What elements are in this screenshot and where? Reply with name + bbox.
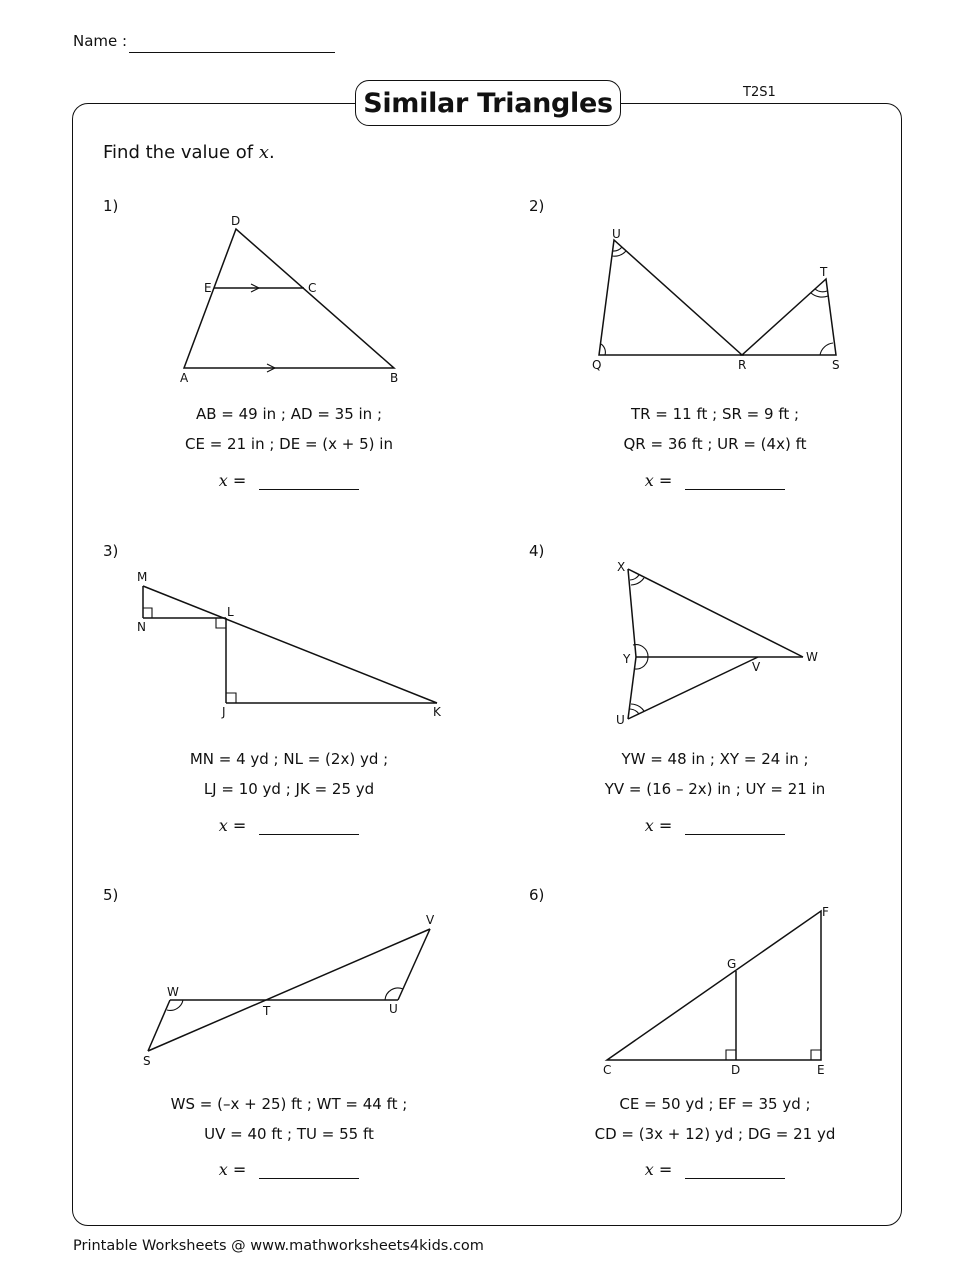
instruction-period: . — [268, 142, 275, 163]
problem-1-number: 1) — [103, 197, 119, 215]
problem-6-given — [525, 1094, 905, 1144]
vertex-label-k: K — [433, 705, 441, 719]
vertex-label-w: W — [167, 985, 179, 999]
given-line: WS = (–x + 25) ft ; WT = 44 ft ; — [170, 1095, 408, 1113]
answer-equals: = — [232, 1160, 247, 1179]
vertex-label-u: U — [612, 227, 621, 241]
vertex-label-f: F — [822, 905, 829, 919]
vertex-label-v: V — [426, 913, 435, 927]
name-label: Name : — [73, 32, 128, 50]
answer-equals: = — [658, 1160, 673, 1179]
vertex-label-w: W — [806, 650, 818, 664]
problem-3-number: 3) — [103, 542, 119, 560]
given-line: CE = 50 yd ; EF = 35 yd ; — [619, 1095, 811, 1113]
vertex-label-u: U — [616, 713, 625, 727]
answer-variable: x — [218, 471, 228, 490]
vertex-label-y: Y — [623, 652, 631, 666]
worksheet-code: T2S1 — [743, 85, 776, 100]
problem-6-answer — [525, 1160, 905, 1179]
vertex-label-n: N — [137, 620, 146, 634]
answer-variable: x — [218, 816, 228, 835]
right-angle-e — [811, 1050, 821, 1060]
given-line: LJ = 10 yd ; JK = 25 yd — [203, 780, 375, 798]
vertex-label-j: J — [222, 705, 226, 719]
given-line: YW = 48 in ; XY = 24 in ; — [621, 750, 809, 768]
triangle-cef — [607, 911, 821, 1060]
vertex-label-c: C — [308, 281, 317, 295]
given-line: CE = 21 in ; DE = (x + 5) in — [185, 435, 393, 453]
vertex-label-g: G — [727, 957, 737, 971]
answer-equals: = — [232, 816, 247, 835]
vertex-label-r: R — [738, 358, 747, 372]
instruction-variable: x — [258, 142, 269, 163]
vertex-label-d: D — [231, 214, 241, 228]
vertex-label-e: E — [817, 1063, 825, 1077]
given-line: QR = 36 ft ; UR = (4x) ft — [623, 435, 807, 453]
vertex-label-s: S — [832, 358, 840, 372]
answer-variable: x — [644, 471, 654, 490]
vertex-label-m: M — [137, 570, 148, 584]
right-angle-d — [726, 1050, 736, 1060]
vertex-label-l: L — [227, 605, 234, 619]
given-line: YV = (16 – 2x) in ; UY = 21 in — [604, 780, 826, 798]
answer-blank[interactable] — [685, 1164, 785, 1179]
vertex-label-b: B — [390, 371, 399, 385]
vertex-label-q: Q — [592, 358, 602, 372]
footer-credit: Printable Worksheets @ www.mathworksheets4kids.com — [73, 1238, 484, 1254]
answer-equals: = — [232, 471, 247, 490]
given-line: CD = (3x + 12) yd ; DG = 21 yd — [594, 1125, 836, 1143]
given-line: TR = 11 ft ; SR = 9 ft ; — [630, 405, 800, 423]
vertex-label-v: V — [752, 660, 761, 674]
vertex-label-t: T — [263, 1004, 271, 1018]
vertex-label-s: S — [143, 1054, 151, 1068]
answer-variable: x — [218, 1160, 228, 1179]
answer-variable: x — [644, 816, 654, 835]
answer-equals: = — [658, 471, 673, 490]
vertex-label-t: T — [820, 265, 828, 279]
answer-equals: = — [658, 816, 673, 835]
problem-5-number: 5) — [103, 886, 119, 904]
vertex-label-x: X — [617, 560, 626, 574]
problem-6-number: 6) — [529, 886, 545, 904]
given-line: AB = 49 in ; AD = 35 in ; — [195, 405, 383, 423]
vertex-label-c: C — [603, 1063, 612, 1077]
vertex-label-e: E — [204, 281, 212, 295]
vertex-label-d: D — [731, 1063, 741, 1077]
page-title: Similar Triangles — [355, 80, 621, 126]
answer-variable: x — [644, 1160, 654, 1179]
instruction-text: Find the value of — [103, 142, 259, 163]
vertex-label-u: U — [389, 1002, 398, 1016]
given-line: MN = 4 yd ; NL = (2x) yd ; — [189, 750, 389, 768]
problem-2-number: 2) — [529, 197, 545, 215]
vertex-label-a: A — [180, 371, 189, 385]
given-line: UV = 40 ft ; TU = 55 ft — [204, 1125, 374, 1143]
problem-4-number: 4) — [529, 542, 545, 560]
